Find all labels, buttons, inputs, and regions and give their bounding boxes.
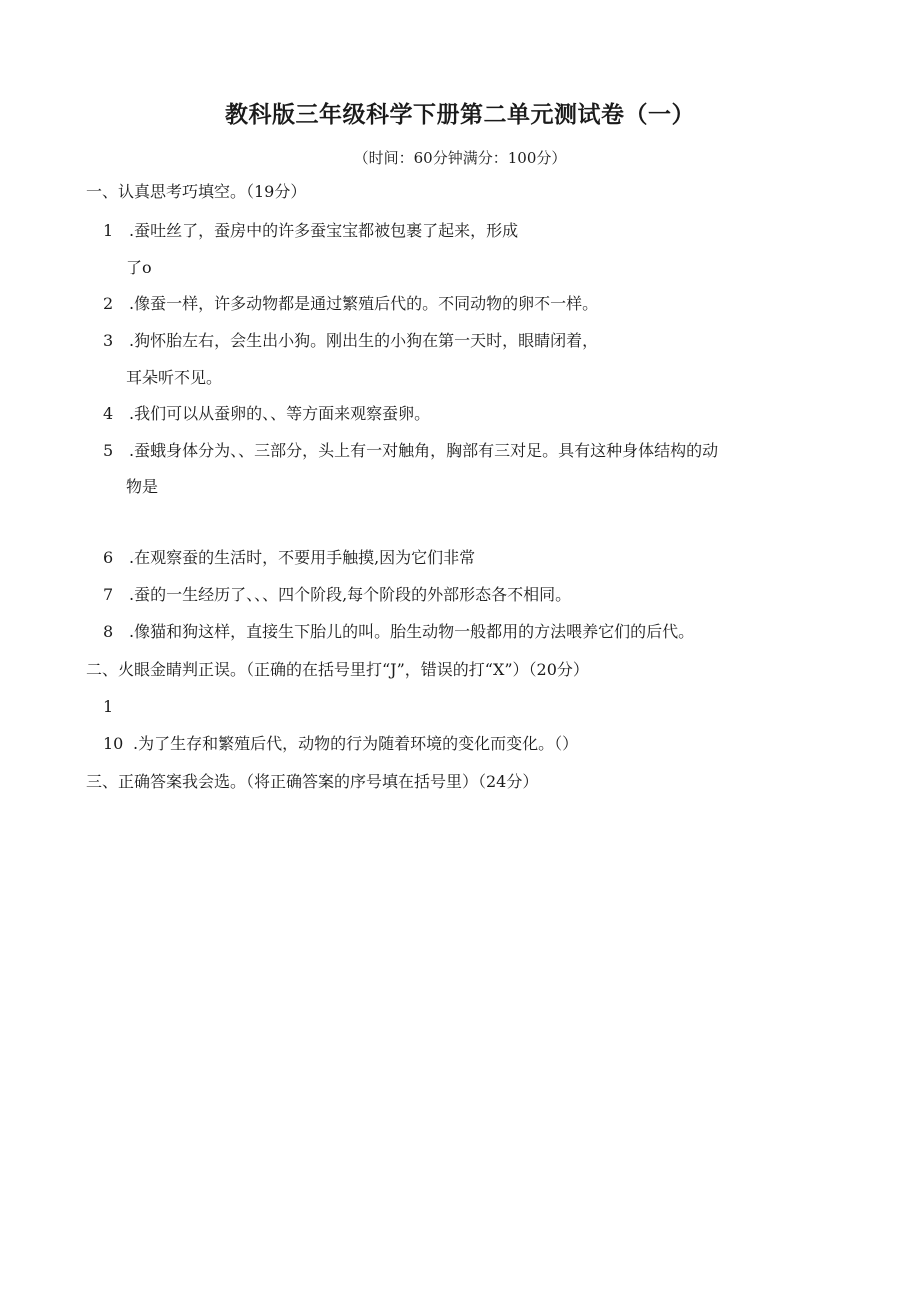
question-text: .为了生存和繁殖后代，动物的行为随着环境的变化而变化。（） (133, 734, 579, 753)
question-3 (103, 331, 598, 351)
question-number: 2 (103, 294, 114, 313)
section-3-heading: 三、正确答案我会选。（将正确答案的序号填在括号里）（24分） (86, 772, 539, 791)
question-7 (103, 585, 571, 605)
question-5 (103, 441, 718, 461)
section-1-heading: 一、认真思考巧填空。（19分） (86, 182, 307, 201)
question-text: .狗怀胎左右，会生出小狗。刚出生的小狗在第一天时，眼睛闭着， (129, 331, 599, 350)
question-8 (103, 622, 694, 642)
question-text: .像蚕一样，许多动物都是通过繁殖后代的。不同动物的卵不一样。 (129, 294, 599, 313)
question-text: .在观察蚕的生活时，不要用手触摸,因为它们非常 (129, 548, 476, 567)
question-10 (103, 734, 578, 754)
question-6 (103, 548, 475, 568)
stray-number: 1 (103, 697, 114, 716)
question-5-continuation: 物是 (126, 477, 159, 496)
question-number: 4 (103, 404, 114, 423)
question-number: 10 (103, 734, 124, 753)
question-2 (103, 294, 598, 314)
question-number: 6 (103, 548, 114, 567)
page-title: 教科版三年级科学下册第二单元测试卷（一） (225, 102, 695, 128)
question-number: 3 (103, 331, 114, 350)
question-number: 5 (103, 441, 114, 460)
question-4 (103, 404, 430, 424)
question-3-continuation: 耳朵听不见。 (126, 368, 223, 387)
question-text: .我们可以从蚕卵的、、等方面来观察蚕卵。 (129, 404, 431, 423)
question-text: .像猫和狗这样，直接生下胎儿的叫。胎生动物一般都用的方法喂养它们的后代。 (129, 622, 695, 641)
question-number: 8 (103, 622, 114, 641)
question-number: 7 (103, 585, 114, 604)
question-text: .蚕的一生经历了、、、四个阶段,每个阶段的外部形态各不相同。 (129, 585, 572, 604)
question-number: 1 (103, 221, 114, 240)
section-2-heading: 二、火眼金睛判正误。（正确的在括号里打“J”，错误的打“X”）（20分） (86, 660, 589, 679)
question-text: .蚕吐丝了，蚕房中的许多蚕宝宝都被包裹了起来，形成 (129, 221, 519, 240)
question-1 (103, 221, 518, 241)
question-text: .蚕蛾身体分为、、三部分，头上有一对触角，胸部有三对足。具有这种身体结构的动 (129, 441, 719, 460)
question-1-continuation: 了o (126, 258, 152, 277)
exam-time-score: （时间：60分钟满分：100分） (353, 149, 567, 167)
